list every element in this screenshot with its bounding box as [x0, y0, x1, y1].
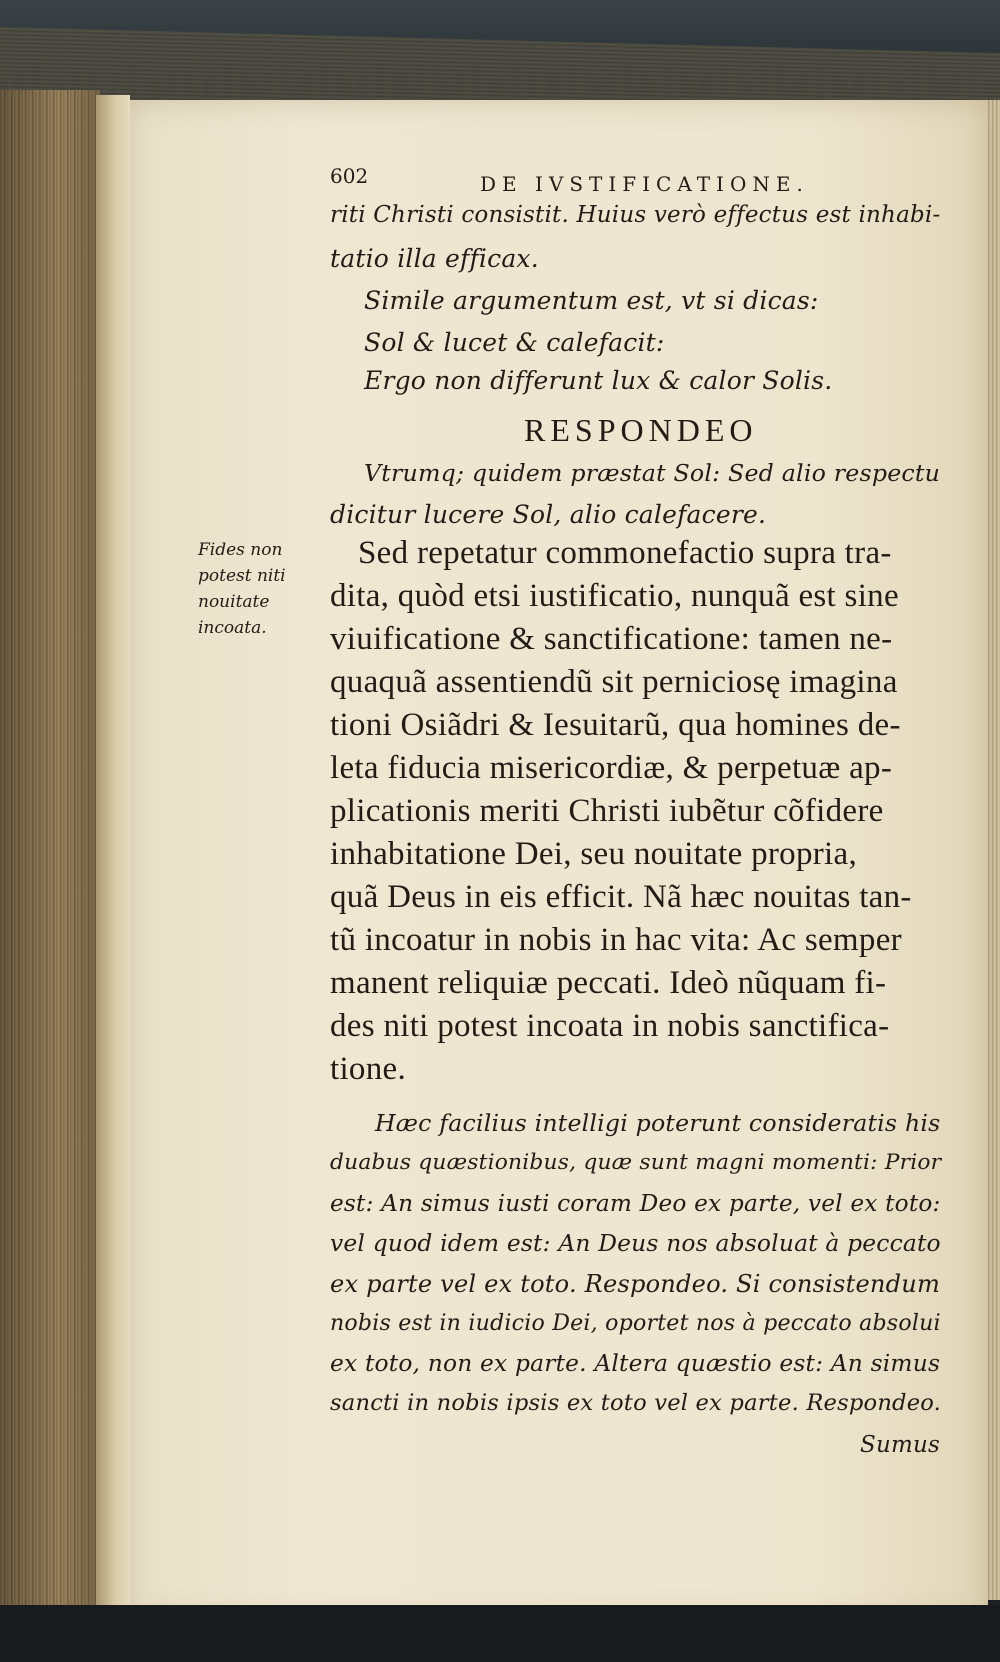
answer-line: Vtrumq; quidem præstat Sol: Sed alio respectu	[364, 459, 941, 487]
closing-line: duabus quæstionibus, quæ sunt magni momenti: Prior	[330, 1150, 942, 1175]
body-line: dita, quòd etsi iustificatio, nunquã est sine	[330, 578, 899, 614]
closing-line: nobis est in iudicio Dei, oportet nos à peccato absolui	[330, 1310, 941, 1336]
background-bottom	[0, 1605, 1000, 1662]
closing-line: ex parte vel ex toto. Respondeo. Si consistendum	[330, 1270, 940, 1298]
section-heading: RESPONDEO	[524, 412, 758, 448]
intro-line: Ergo non differunt lux & calor Solis.	[364, 366, 833, 395]
catchword: Sumus	[860, 1432, 940, 1458]
body-line: inhabitatione Dei, seu nouitate propria,	[330, 836, 858, 872]
left-page-edges-shade	[0, 90, 100, 1620]
body-line: Sed repetatur commonefactio supra tra-	[358, 535, 892, 571]
body-line: leta fiducia misericordiæ, & perpetuæ ap-	[330, 750, 893, 786]
intro-line: Sol & lucet & calefacit:	[364, 328, 665, 357]
margin-note-line: nouitate	[198, 592, 270, 612]
body-line: tioni Osiãdri & Iesuitarũ, qua homines de-	[330, 707, 901, 743]
closing-line: vel quod idem est: An Deus nos absoluat à peccato	[330, 1229, 941, 1257]
page-number: 602	[330, 164, 369, 188]
closing-line: sancti in nobis ipsis ex toto vel ex parte. Respondeo.	[330, 1390, 942, 1416]
body-line: quaquã assentiendũ sit perniciosę imagina	[330, 664, 898, 700]
closing-line: Hæc facilius intelligi poterunt consideratis his	[375, 1109, 941, 1137]
body-line: manent reliquiæ peccati. Ideò nũquam fi-	[330, 965, 887, 1001]
intro-line: riti Christi consistit. Huius verò effectus est inhabi-	[330, 202, 941, 228]
body-line: tione.	[330, 1051, 407, 1087]
margin-note-line: incoata.	[198, 618, 267, 638]
body-line: quã Deus in eis efficit. Nã hæc nouitas tan-	[330, 879, 912, 915]
intro-line: Simile argumentum est, vt si dicas:	[364, 286, 819, 315]
intro-line: tatio illa efficax.	[330, 244, 539, 273]
body-line: viuificatione & sanctificatione: tamen ne-	[330, 621, 893, 657]
closing-line: ex toto, non ex parte. Altera quæstio est: An simus	[330, 1350, 941, 1377]
margin-note-line: Fides non	[198, 540, 283, 560]
closing-line: est: An simus iusti coram Deo ex parte, vel ex toto:	[330, 1190, 941, 1217]
answer-line: dicitur lucere Sol, alio calefacere.	[330, 500, 767, 529]
body-line: tũ incoatur in nobis in hac vita: Ac semper	[330, 922, 902, 958]
body-line: des niti potest incoata in nobis sanctifica-	[330, 1008, 890, 1044]
book-gutter	[96, 95, 130, 1620]
body-line: plicationis meriti Christi iubẽtur cõfidere	[330, 793, 884, 829]
running-title: DE IVSTIFICATIONE.	[480, 172, 809, 196]
margin-note-line: potest niti	[198, 566, 286, 586]
